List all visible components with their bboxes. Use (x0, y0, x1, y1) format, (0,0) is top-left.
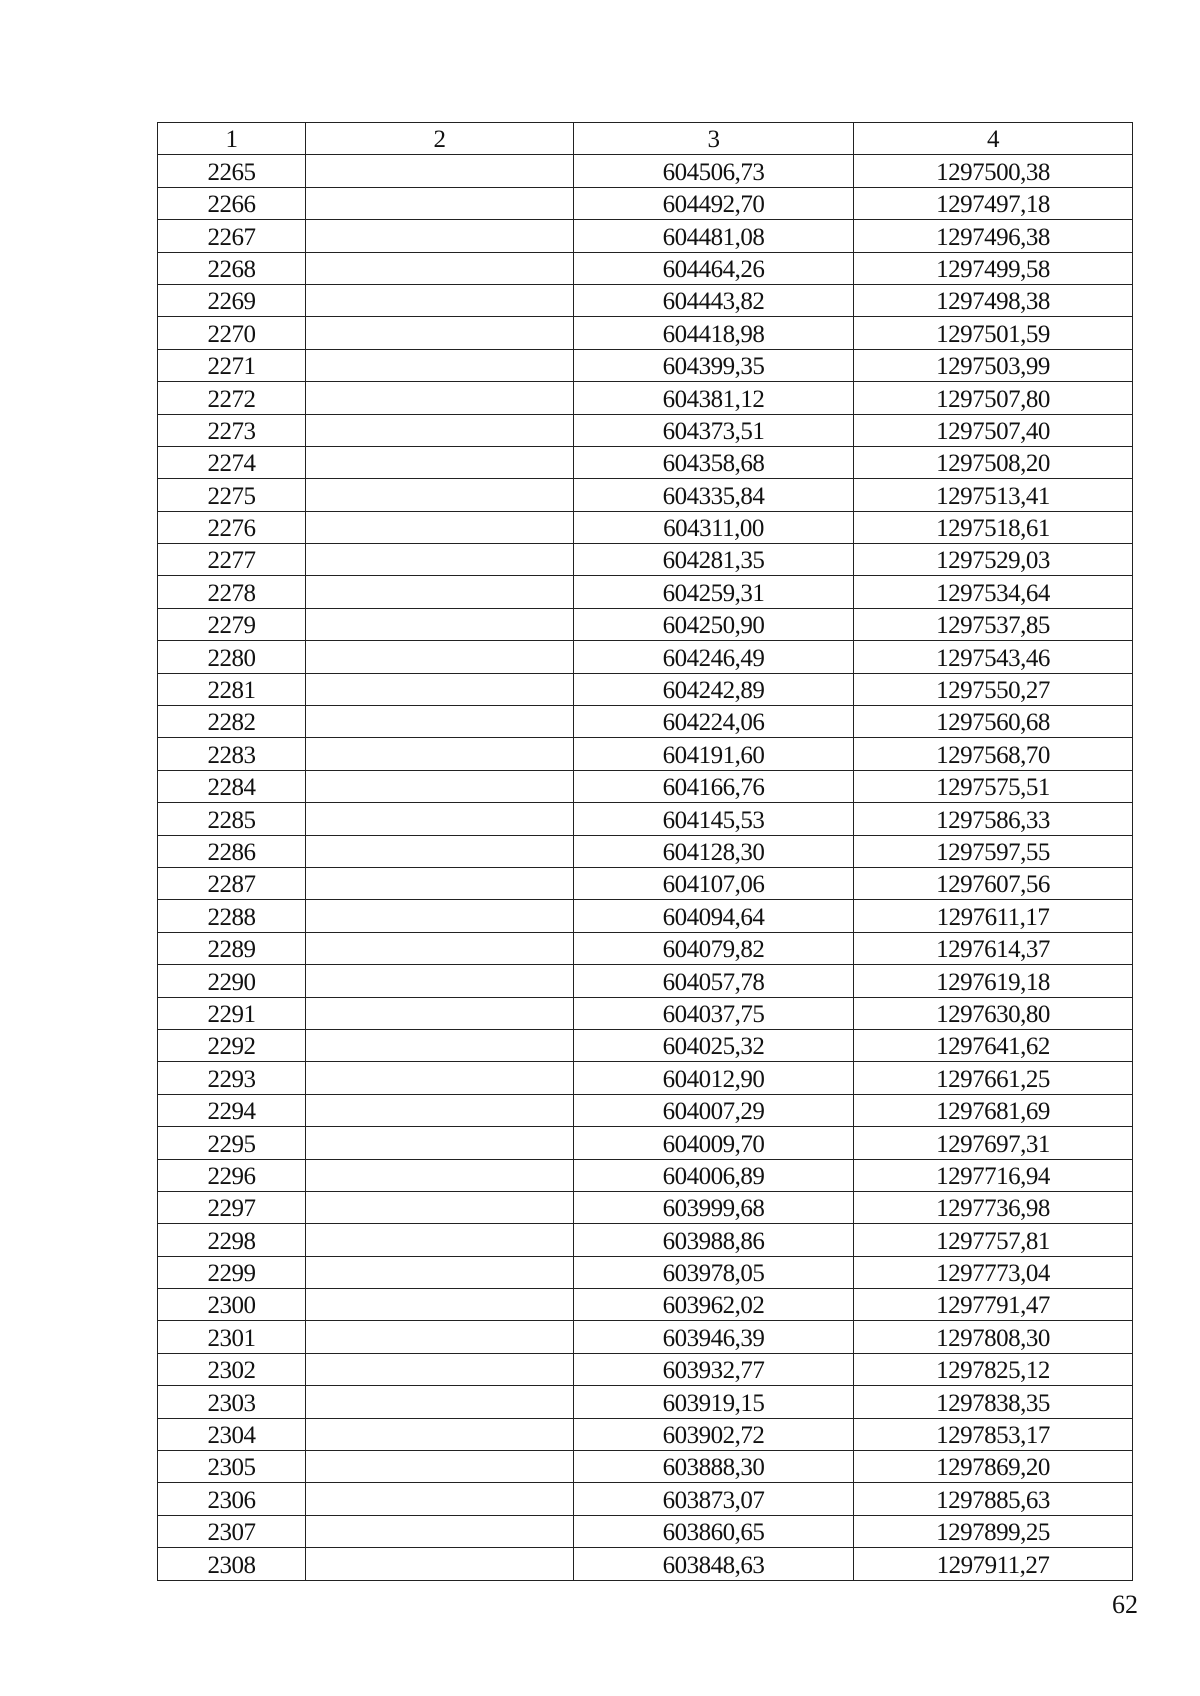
table-row (158, 1321, 1133, 1353)
description-cell (306, 1451, 574, 1483)
description-cell (306, 738, 574, 770)
x-coordinate-cell: 604012,90 (574, 1062, 854, 1094)
y-coordinate-cell: 1297597,55 (854, 835, 1133, 867)
point-number-cell: 2298 (158, 1224, 306, 1256)
table-row (158, 1127, 1133, 1159)
description-cell (306, 1062, 574, 1094)
table-row (158, 1029, 1133, 1061)
y-coordinate-cell: 1297537,85 (854, 608, 1133, 640)
y-coordinate-cell: 1297614,37 (854, 932, 1133, 964)
description-cell (306, 1094, 574, 1126)
point-number-cell: 2305 (158, 1451, 306, 1483)
point-number-cell: 2294 (158, 1094, 306, 1126)
y-coordinate-cell: 1297869,20 (854, 1451, 1133, 1483)
description-cell (306, 544, 574, 576)
description-cell (306, 932, 574, 964)
y-coordinate-cell: 1297586,33 (854, 803, 1133, 835)
table-row (158, 932, 1133, 964)
description-cell (306, 1353, 574, 1385)
table-row (158, 1062, 1133, 1094)
point-number-cell: 2266 (158, 187, 306, 219)
point-number-cell: 2300 (158, 1289, 306, 1321)
x-coordinate-cell: 604399,35 (574, 349, 854, 381)
point-number-cell: 2284 (158, 770, 306, 802)
description-cell (306, 673, 574, 705)
y-coordinate-cell: 1297641,62 (854, 1029, 1133, 1061)
table-row (158, 738, 1133, 770)
y-coordinate-cell: 1297497,18 (854, 187, 1133, 219)
table-row (158, 1418, 1133, 1450)
description-cell (306, 382, 574, 414)
point-number-cell: 2302 (158, 1353, 306, 1385)
description-cell (306, 1418, 574, 1450)
point-number-cell: 2304 (158, 1418, 306, 1450)
table-row (158, 1224, 1133, 1256)
page-number: 62 (1112, 1590, 1138, 1619)
description-cell (306, 770, 574, 802)
x-coordinate-cell: 604443,82 (574, 284, 854, 316)
description-cell (306, 1386, 574, 1418)
point-number-cell: 2285 (158, 803, 306, 835)
point-number-cell: 2301 (158, 1321, 306, 1353)
x-coordinate-cell: 604281,35 (574, 544, 854, 576)
point-number-cell: 2270 (158, 317, 306, 349)
point-number-cell: 2306 (158, 1483, 306, 1515)
table-row (158, 965, 1133, 997)
x-coordinate-cell: 604242,89 (574, 673, 854, 705)
y-coordinate-cell: 1297575,51 (854, 770, 1133, 802)
point-number-cell: 2290 (158, 965, 306, 997)
y-coordinate-cell: 1297507,40 (854, 414, 1133, 446)
table-row (158, 382, 1133, 414)
table-row (158, 867, 1133, 899)
description-cell (306, 252, 574, 284)
y-coordinate-cell: 1297791,47 (854, 1289, 1133, 1321)
column-header-2: 2 (306, 123, 574, 155)
y-coordinate-cell: 1297899,25 (854, 1515, 1133, 1547)
y-coordinate-cell: 1297507,80 (854, 382, 1133, 414)
y-coordinate-cell: 1297681,69 (854, 1094, 1133, 1126)
x-coordinate-cell: 604358,68 (574, 446, 854, 478)
description-cell (306, 1191, 574, 1223)
x-coordinate-cell: 604009,70 (574, 1127, 854, 1159)
point-number-cell: 2269 (158, 284, 306, 316)
x-coordinate-cell: 603873,07 (574, 1483, 854, 1515)
description-cell (306, 900, 574, 932)
x-coordinate-cell: 604006,89 (574, 1159, 854, 1191)
table-row (158, 479, 1133, 511)
point-number-cell: 2286 (158, 835, 306, 867)
table-row (158, 1094, 1133, 1126)
x-coordinate-cell: 604250,90 (574, 608, 854, 640)
description-cell (306, 1159, 574, 1191)
table-row (158, 803, 1133, 835)
description-cell (306, 1256, 574, 1288)
x-coordinate-cell: 604057,78 (574, 965, 854, 997)
x-coordinate-cell: 604007,29 (574, 1094, 854, 1126)
y-coordinate-cell: 1297838,35 (854, 1386, 1133, 1418)
description-cell (306, 155, 574, 187)
x-coordinate-cell: 604506,73 (574, 155, 854, 187)
coordinates-table (157, 122, 1133, 1581)
table-row (158, 544, 1133, 576)
y-coordinate-cell: 1297853,17 (854, 1418, 1133, 1450)
description-cell (306, 997, 574, 1029)
y-coordinate-cell: 1297568,70 (854, 738, 1133, 770)
y-coordinate-cell: 1297611,17 (854, 900, 1133, 932)
point-number-cell: 2272 (158, 382, 306, 414)
y-coordinate-cell: 1297911,27 (854, 1548, 1133, 1580)
description-cell (306, 317, 574, 349)
description-cell (306, 1224, 574, 1256)
point-number-cell: 2276 (158, 511, 306, 543)
point-number-cell: 2303 (158, 1386, 306, 1418)
point-number-cell: 2267 (158, 220, 306, 252)
x-coordinate-cell: 604224,06 (574, 706, 854, 738)
point-number-cell: 2273 (158, 414, 306, 446)
y-coordinate-cell: 1297503,99 (854, 349, 1133, 381)
point-number-cell: 2308 (158, 1548, 306, 1580)
y-coordinate-cell: 1297550,27 (854, 673, 1133, 705)
point-number-cell: 2265 (158, 155, 306, 187)
x-coordinate-cell: 604079,82 (574, 932, 854, 964)
x-coordinate-cell: 603919,15 (574, 1386, 854, 1418)
y-coordinate-cell: 1297825,12 (854, 1353, 1133, 1385)
x-coordinate-cell: 603848,63 (574, 1548, 854, 1580)
y-coordinate-cell: 1297757,81 (854, 1224, 1133, 1256)
y-coordinate-cell: 1297499,58 (854, 252, 1133, 284)
x-coordinate-cell: 604166,76 (574, 770, 854, 802)
y-coordinate-cell: 1297534,64 (854, 576, 1133, 608)
point-number-cell: 2279 (158, 608, 306, 640)
y-coordinate-cell: 1297619,18 (854, 965, 1133, 997)
description-cell (306, 511, 574, 543)
point-number-cell: 2268 (158, 252, 306, 284)
table-row (158, 1191, 1133, 1223)
description-cell (306, 608, 574, 640)
x-coordinate-cell: 604373,51 (574, 414, 854, 446)
y-coordinate-cell: 1297529,03 (854, 544, 1133, 576)
description-cell (306, 220, 574, 252)
x-coordinate-cell: 603999,68 (574, 1191, 854, 1223)
description-cell (306, 1127, 574, 1159)
y-coordinate-cell: 1297500,38 (854, 155, 1133, 187)
x-coordinate-cell: 603988,86 (574, 1224, 854, 1256)
table-row (158, 187, 1133, 219)
x-coordinate-cell: 603860,65 (574, 1515, 854, 1547)
table-row (158, 997, 1133, 1029)
x-coordinate-cell: 604037,75 (574, 997, 854, 1029)
x-coordinate-cell: 604311,00 (574, 511, 854, 543)
y-coordinate-cell: 1297773,04 (854, 1256, 1133, 1288)
description-cell (306, 867, 574, 899)
description-cell (306, 641, 574, 673)
description-cell (306, 446, 574, 478)
y-coordinate-cell: 1297496,38 (854, 220, 1133, 252)
table-row (158, 1159, 1133, 1191)
description-cell (306, 803, 574, 835)
x-coordinate-cell: 604481,08 (574, 220, 854, 252)
y-coordinate-cell: 1297697,31 (854, 1127, 1133, 1159)
point-number-cell: 2307 (158, 1515, 306, 1547)
column-header-4: 4 (854, 123, 1133, 155)
x-coordinate-cell: 604025,32 (574, 1029, 854, 1061)
description-cell (306, 479, 574, 511)
table-row (158, 1483, 1133, 1515)
x-coordinate-cell: 604246,49 (574, 641, 854, 673)
point-number-cell: 2299 (158, 1256, 306, 1288)
column-header-1: 1 (158, 123, 306, 155)
description-cell (306, 1029, 574, 1061)
point-number-cell: 2278 (158, 576, 306, 608)
point-number-cell: 2293 (158, 1062, 306, 1094)
table-header-row (158, 123, 1133, 155)
point-number-cell: 2275 (158, 479, 306, 511)
table-row (158, 349, 1133, 381)
point-number-cell: 2282 (158, 706, 306, 738)
x-coordinate-cell: 603932,77 (574, 1353, 854, 1385)
table-row (158, 1289, 1133, 1321)
point-number-cell: 2297 (158, 1191, 306, 1223)
x-coordinate-cell: 604107,06 (574, 867, 854, 899)
point-number-cell: 2289 (158, 932, 306, 964)
y-coordinate-cell: 1297661,25 (854, 1062, 1133, 1094)
table-row (158, 252, 1133, 284)
y-coordinate-cell: 1297501,59 (854, 317, 1133, 349)
table-body (158, 155, 1133, 1580)
point-number-cell: 2296 (158, 1159, 306, 1191)
y-coordinate-cell: 1297716,94 (854, 1159, 1133, 1191)
x-coordinate-cell: 603962,02 (574, 1289, 854, 1321)
point-number-cell: 2288 (158, 900, 306, 932)
description-cell (306, 576, 574, 608)
point-number-cell: 2271 (158, 349, 306, 381)
description-cell (306, 835, 574, 867)
table-row (158, 446, 1133, 478)
description-cell (306, 187, 574, 219)
y-coordinate-cell: 1297885,63 (854, 1483, 1133, 1515)
y-coordinate-cell: 1297508,20 (854, 446, 1133, 478)
description-cell (306, 414, 574, 446)
table-row (158, 835, 1133, 867)
y-coordinate-cell: 1297808,30 (854, 1321, 1133, 1353)
table-row (158, 1386, 1133, 1418)
table-row (158, 1548, 1133, 1580)
x-coordinate-cell: 604381,12 (574, 382, 854, 414)
x-coordinate-cell: 603888,30 (574, 1451, 854, 1483)
x-coordinate-cell: 604094,64 (574, 900, 854, 932)
column-header-3: 3 (574, 123, 854, 155)
table-row (158, 576, 1133, 608)
table-row (158, 900, 1133, 932)
point-number-cell: 2292 (158, 1029, 306, 1061)
table-row (158, 1515, 1133, 1547)
y-coordinate-cell: 1297543,46 (854, 641, 1133, 673)
x-coordinate-cell: 604464,26 (574, 252, 854, 284)
description-cell (306, 349, 574, 381)
description-cell (306, 706, 574, 738)
table-row (158, 220, 1133, 252)
point-number-cell: 2277 (158, 544, 306, 576)
x-coordinate-cell: 603946,39 (574, 1321, 854, 1353)
y-coordinate-cell: 1297518,61 (854, 511, 1133, 543)
y-coordinate-cell: 1297513,41 (854, 479, 1133, 511)
description-cell (306, 965, 574, 997)
y-coordinate-cell: 1297498,38 (854, 284, 1133, 316)
table-row (158, 317, 1133, 349)
x-coordinate-cell: 604128,30 (574, 835, 854, 867)
table-row (158, 641, 1133, 673)
point-number-cell: 2287 (158, 867, 306, 899)
point-number-cell: 2295 (158, 1127, 306, 1159)
description-cell (306, 1289, 574, 1321)
x-coordinate-cell: 604492,70 (574, 187, 854, 219)
table-row (158, 706, 1133, 738)
description-cell (306, 1515, 574, 1547)
point-number-cell: 2291 (158, 997, 306, 1029)
y-coordinate-cell: 1297560,68 (854, 706, 1133, 738)
description-cell (306, 1483, 574, 1515)
table-row (158, 673, 1133, 705)
table-row (158, 1256, 1133, 1288)
table-row (158, 511, 1133, 543)
x-coordinate-cell: 604259,31 (574, 576, 854, 608)
y-coordinate-cell: 1297736,98 (854, 1191, 1133, 1223)
description-cell (306, 1548, 574, 1580)
description-cell (306, 1321, 574, 1353)
x-coordinate-cell: 604145,53 (574, 803, 854, 835)
table-row (158, 1353, 1133, 1385)
point-number-cell: 2281 (158, 673, 306, 705)
table-row (158, 414, 1133, 446)
table-row (158, 155, 1133, 187)
table-row (158, 770, 1133, 802)
table-row (158, 608, 1133, 640)
x-coordinate-cell: 604191,60 (574, 738, 854, 770)
table-row (158, 1451, 1133, 1483)
x-coordinate-cell: 604418,98 (574, 317, 854, 349)
point-number-cell: 2280 (158, 641, 306, 673)
x-coordinate-cell: 603978,05 (574, 1256, 854, 1288)
y-coordinate-cell: 1297630,80 (854, 997, 1133, 1029)
point-number-cell: 2283 (158, 738, 306, 770)
point-number-cell: 2274 (158, 446, 306, 478)
x-coordinate-cell: 604335,84 (574, 479, 854, 511)
description-cell (306, 284, 574, 316)
table-row (158, 284, 1133, 316)
x-coordinate-cell: 603902,72 (574, 1418, 854, 1450)
y-coordinate-cell: 1297607,56 (854, 867, 1133, 899)
